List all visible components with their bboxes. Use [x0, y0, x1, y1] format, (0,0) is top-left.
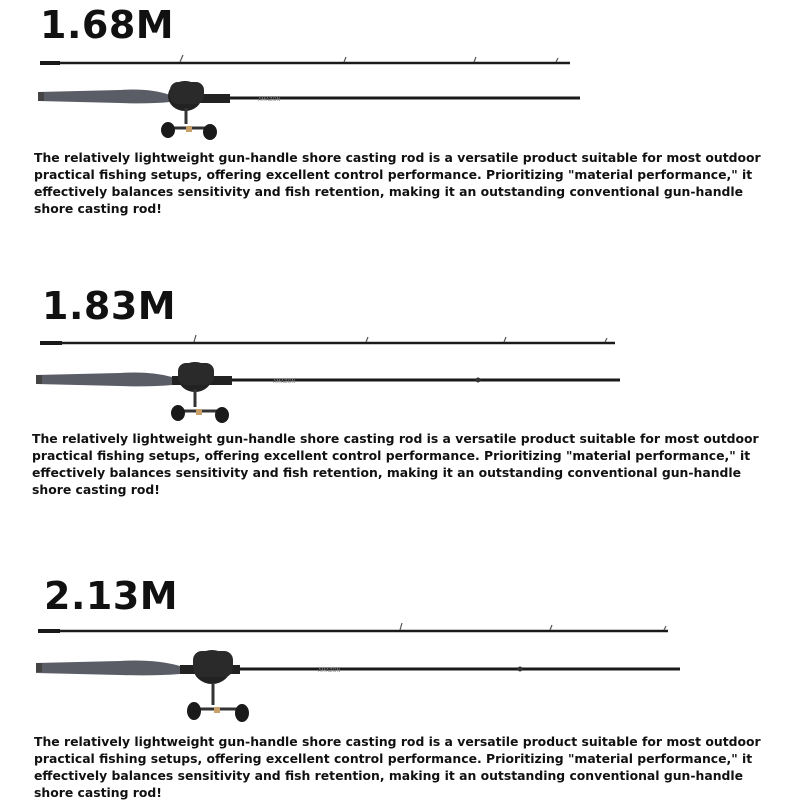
rod-length-title: 1.68M — [40, 3, 175, 47]
fishing-rod-icon — [0, 575, 790, 725]
product-section-2 — [0, 285, 790, 515]
rod-length-title: 1.83M — [42, 284, 177, 328]
product-section-1 — [0, 0, 790, 260]
fishing-rod-icon — [0, 285, 790, 435]
product-description: The relatively lightweight gun-handle shore casting rod is a versatile product suitable for most outdoor practical fishing setups, offering excellent control performance. Prioritizing "material performance," it effectively balances sensitivity and fish retention, making it an outstanding conventional gun-handle shore casting rod! — [32, 431, 759, 497]
baitcasting-reel-icon — [171, 362, 229, 423]
product-description: The relatively lightweight gun-handle shore casting rod is a versatile product suitable for most outdoor practical fishing setups, offering excellent control performance. Prioritizing "material performance," it effectively balances sensitivity and fish retention, making it an outstanding conventional gun-handle shore casting rod! — [34, 150, 761, 216]
rod-brand-text: AMAZON — [318, 668, 341, 674]
fishing-rod-icon — [0, 0, 790, 150]
rod-length-title: 2.13M — [44, 574, 179, 618]
product-description: The relatively lightweight gun-handle shore casting rod is a versatile product suitable for most outdoor practical fishing setups, offering excellent control performance. Prioritizing "material performance," it effectively balances sensitivity and fish retention, making it an outstanding conventional gun-handle shore casting rod! — [34, 734, 761, 800]
product-section-3 — [0, 574, 790, 800]
rod-brand-text: AMAZON — [273, 379, 296, 385]
rod-brand-text: AMAZON — [258, 97, 281, 103]
baitcasting-reel-icon — [161, 81, 217, 140]
baitcasting-reel-icon — [187, 650, 249, 722]
